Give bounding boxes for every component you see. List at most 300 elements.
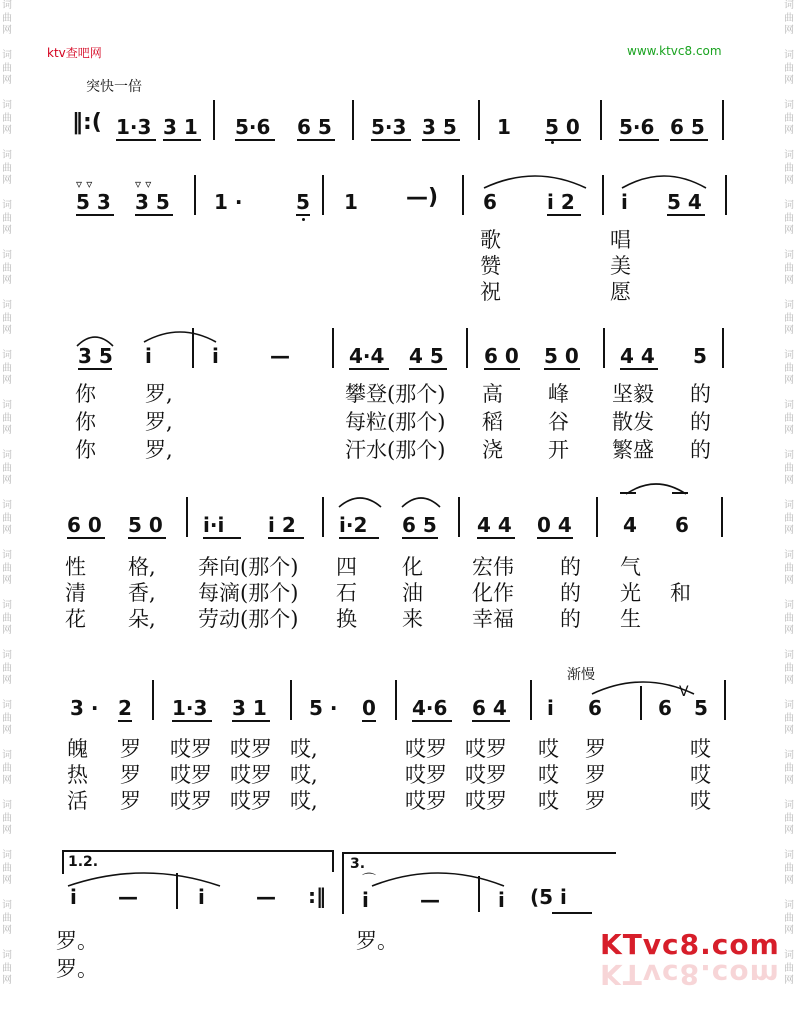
lyric: 罗	[120, 763, 141, 787]
note-group: 1·3	[116, 115, 152, 139]
side-watermark-char: 词	[784, 0, 794, 11]
lyric: 换	[336, 607, 357, 631]
underline	[128, 537, 166, 539]
lyric: 哎罗	[465, 789, 507, 813]
side-watermark-char: 曲	[784, 562, 794, 574]
side-watermark-char: 词	[784, 850, 794, 861]
barline	[600, 100, 602, 140]
underline	[547, 214, 581, 216]
underline	[163, 139, 201, 141]
side-watermark-char: 词	[784, 750, 794, 761]
side-watermark-char: 曲	[784, 812, 794, 824]
lyric: 四	[336, 555, 357, 579]
side-watermark-gap	[2, 788, 16, 801]
underline	[477, 537, 515, 539]
lyric: 每粒(那个)	[345, 410, 446, 434]
repeat-start: ‖:(	[72, 110, 102, 135]
note: 1	[497, 115, 511, 139]
side-watermark-char: 词	[2, 750, 12, 761]
lyric: 的	[560, 555, 581, 579]
side-watermark-gap	[2, 688, 16, 701]
lyric: 朵,	[128, 607, 156, 631]
underline	[78, 368, 112, 370]
side-watermark-char: 网	[2, 675, 12, 686]
accent-marks: ▿ ▿	[76, 177, 93, 191]
watermark-left: ktv查吧网	[47, 46, 102, 60]
note: 6	[588, 696, 602, 720]
lyric: 化作	[472, 581, 514, 605]
lyric: 哎罗	[405, 737, 447, 761]
note-group: 6 5	[402, 513, 437, 537]
underline	[76, 214, 114, 216]
note: i	[498, 888, 505, 912]
lyric: 魄	[67, 737, 88, 761]
side-watermark-char: 词	[2, 250, 12, 261]
side-watermark-char: 词	[784, 600, 794, 611]
lyric: 格,	[128, 555, 156, 579]
side-watermark-char: 网	[2, 575, 12, 586]
lyric: 的	[560, 607, 581, 631]
lyric: 哎罗	[230, 763, 272, 787]
low-octave-dot	[302, 218, 305, 221]
side-watermark-char: 曲	[2, 962, 12, 974]
barline	[466, 328, 468, 368]
underline	[349, 368, 389, 370]
note: 1	[344, 190, 358, 214]
side-watermark-char: 网	[784, 225, 794, 236]
note: i	[547, 696, 554, 720]
note-group: 4 5	[409, 344, 444, 368]
side-watermark-char: 曲	[784, 412, 794, 424]
lyric: 哎罗	[230, 789, 272, 813]
note-group: 6 5	[297, 115, 332, 139]
barline	[458, 497, 460, 537]
underline	[296, 214, 310, 216]
side-watermark-char: 词	[784, 800, 794, 811]
underline	[537, 537, 573, 539]
underline	[371, 139, 411, 141]
side-watermark-char: 词	[2, 650, 12, 661]
side-watermark-char: 词	[784, 700, 794, 711]
lyric: 罗	[120, 737, 141, 761]
side-watermark-char: 词	[2, 50, 12, 61]
side-watermark-gap	[2, 938, 16, 951]
lyric: 化	[402, 555, 423, 579]
lyric: 石	[336, 581, 357, 605]
lyric: 罗,	[145, 438, 173, 462]
note: 3 ·	[70, 696, 99, 720]
volta-label-1: 1.2.	[68, 854, 99, 870]
side-watermark-char: 曲	[2, 462, 12, 474]
side-watermark-char: 词	[2, 600, 12, 611]
lyric: 哎罗	[230, 737, 272, 761]
side-watermark-char: 网	[2, 725, 12, 736]
side-watermark-char: 网	[784, 425, 794, 436]
note-group: 1·3	[172, 696, 208, 720]
barline	[322, 175, 324, 215]
side-watermark-gap	[2, 838, 16, 851]
lyric: 攀登(那个)	[345, 382, 446, 406]
side-watermark-char: 曲	[2, 912, 12, 924]
side-watermark-gap	[784, 338, 798, 351]
side-watermark-gap	[784, 788, 798, 801]
lyric: 哎	[538, 763, 559, 787]
side-watermark-char: 网	[2, 25, 12, 36]
underline	[670, 139, 708, 141]
lyric: 赞	[480, 254, 501, 278]
barline	[192, 328, 194, 368]
side-watermark-char: 词	[2, 950, 12, 961]
side-watermark-gap	[784, 188, 798, 201]
side-watermark-char: 网	[2, 475, 12, 486]
note-group: 5 4	[667, 190, 702, 214]
side-watermark-char: 网	[2, 175, 12, 186]
side-watermark-gap	[2, 438, 16, 451]
note-group: 5·6	[235, 115, 271, 139]
underline	[484, 368, 520, 370]
tie	[140, 326, 220, 344]
side-watermark-char: 曲	[784, 462, 794, 474]
lyric: 罗	[585, 737, 606, 761]
note-group: i·2	[339, 513, 368, 537]
side-watermark-char: 词	[784, 500, 794, 511]
side-watermark-char: 网	[784, 575, 794, 586]
side-watermark-char: 网	[2, 875, 12, 886]
side-watermark-gap	[2, 88, 16, 101]
underline	[116, 139, 156, 141]
note-group: 5 0	[544, 344, 579, 368]
note-group: 6 0	[484, 344, 519, 368]
side-watermark-char: 曲	[784, 112, 794, 124]
note: 5 ·	[309, 696, 338, 720]
lyric: 高	[482, 382, 503, 406]
side-watermark-gap	[784, 938, 798, 951]
note-group: (5 i	[530, 885, 567, 909]
side-watermark-char: 词	[2, 850, 12, 861]
barline	[194, 175, 196, 215]
lyric: 峰	[548, 382, 569, 406]
note-group: 3 5	[78, 344, 113, 368]
note-group: 5 0	[128, 513, 163, 537]
side-watermark-gap	[2, 238, 16, 251]
side-watermark-char: 网	[2, 825, 12, 836]
note: i	[362, 888, 369, 912]
lyric: 你	[75, 410, 96, 434]
side-watermark-char: 网	[2, 525, 12, 536]
side-watermark-char: 词	[2, 400, 12, 411]
dash: —	[420, 888, 440, 912]
slur	[622, 478, 690, 496]
underline	[544, 368, 580, 370]
side-watermark-gap	[2, 338, 16, 351]
side-watermark-char: 词	[2, 350, 12, 361]
underline	[667, 214, 705, 216]
lyric: 性	[65, 555, 86, 579]
barline	[724, 680, 726, 720]
lyric: 汗水(那个)	[345, 438, 446, 462]
side-watermark-char: 词	[2, 500, 12, 511]
slur	[399, 493, 443, 509]
underline	[619, 139, 659, 141]
side-watermark-gap	[784, 888, 798, 901]
side-watermark-gap	[2, 638, 16, 651]
barline	[478, 876, 480, 912]
side-watermark-gap	[2, 488, 16, 501]
barline	[462, 175, 464, 215]
side-watermark-char: 词	[784, 400, 794, 411]
barline	[596, 497, 598, 537]
lyric: 谷	[548, 410, 569, 434]
side-watermark-char: 曲	[784, 612, 794, 624]
side-watermark-char: 网	[2, 225, 12, 236]
barline	[290, 680, 292, 720]
side-watermark-gap	[2, 888, 16, 901]
low-octave-dot	[551, 141, 554, 144]
lyric: 浇	[482, 438, 503, 462]
side-watermark-char: 曲	[784, 12, 794, 24]
side-watermark-char: 网	[784, 925, 794, 936]
side-watermark-char: 词	[784, 550, 794, 561]
barline	[530, 680, 532, 720]
lyric: 幸福	[472, 607, 514, 631]
side-watermark-gap	[784, 538, 798, 551]
note: 5	[296, 190, 310, 214]
side-watermark-char: 网	[784, 525, 794, 536]
side-watermark-char: 词	[2, 450, 12, 461]
side-watermark-char: 网	[2, 325, 12, 336]
side-watermark-char: 曲	[2, 412, 12, 424]
side-watermark-char: 词	[2, 550, 12, 561]
lyric: 哎,	[290, 737, 318, 761]
side-watermark-gap	[784, 738, 798, 751]
lyric: 香,	[128, 581, 156, 605]
slur	[480, 170, 590, 190]
side-watermark-char: 词	[784, 300, 794, 311]
underline	[545, 139, 581, 141]
side-watermark-char: 网	[784, 625, 794, 636]
side-watermark-char: 曲	[2, 812, 12, 824]
side-watermark-char: 词	[784, 950, 794, 961]
side-watermark-char: 曲	[784, 362, 794, 374]
lyric: 清	[65, 581, 86, 605]
side-watermark-char: 词	[784, 450, 794, 461]
side-watermark-char: 曲	[784, 162, 794, 174]
side-watermark-char: 网	[2, 375, 12, 386]
side-watermark-char: 词	[784, 50, 794, 61]
side-watermark-char: 词	[2, 100, 12, 111]
lyric: 哎	[538, 789, 559, 813]
note: 2	[118, 696, 132, 720]
side-watermark-char: 曲	[2, 62, 12, 74]
side-watermark-char: 网	[784, 25, 794, 36]
breath-mark: V	[679, 684, 689, 700]
side-watermark-char: 曲	[2, 662, 12, 674]
note-group: i 2	[547, 190, 575, 214]
lyric: 来	[402, 607, 423, 631]
side-watermark-gap	[784, 388, 798, 401]
lyric: 开	[548, 438, 569, 462]
side-watermark-char: 网	[2, 275, 12, 286]
side-watermark-char: 网	[784, 475, 794, 486]
side-watermark-char: 曲	[784, 312, 794, 324]
lyric: 哎罗	[170, 789, 212, 813]
note: i	[621, 190, 628, 214]
lyric: 哎罗	[170, 737, 212, 761]
side-watermark-char: 网	[784, 875, 794, 886]
underline	[409, 368, 447, 370]
side-watermark-char: 网	[784, 375, 794, 386]
side-watermark-char: 词	[2, 700, 12, 711]
dash: —	[118, 885, 138, 909]
note-group: 5 0	[545, 115, 580, 139]
side-watermark-char: 曲	[784, 662, 794, 674]
lyric: 油	[402, 581, 423, 605]
side-watermark-char: 曲	[2, 262, 12, 274]
barline	[322, 497, 324, 537]
note-group: 6 4	[472, 696, 507, 720]
underline	[297, 139, 335, 141]
lyric: 的	[690, 410, 711, 434]
side-watermark-char: 词	[2, 200, 12, 211]
note-group: 4 4	[477, 513, 512, 537]
volta-end	[332, 850, 334, 872]
side-watermark-gap	[784, 288, 798, 301]
logo-reflection: KTvc8.com	[600, 958, 780, 991]
underline	[422, 139, 460, 141]
lyric: 活	[67, 789, 88, 813]
side-watermark-char: 网	[2, 975, 12, 986]
lyric: 光	[620, 581, 641, 605]
lyric: 的	[690, 382, 711, 406]
note-group: 3 1	[163, 115, 198, 139]
note: i	[70, 885, 77, 909]
accent-marks: ▿ ▿	[135, 177, 152, 191]
side-watermark-gap	[784, 38, 798, 51]
note-group: i 2	[268, 513, 296, 537]
note-group: 6 5	[670, 115, 705, 139]
barline	[603, 328, 605, 368]
note-group: 5·6	[619, 115, 655, 139]
side-watermark-char: 词	[784, 200, 794, 211]
side-watermark-gap	[2, 988, 16, 1001]
side-watermark-char: 曲	[2, 112, 12, 124]
repeat-end: :‖	[308, 884, 326, 908]
side-watermark-char: 网	[784, 275, 794, 286]
slur	[336, 493, 384, 509]
side-watermark-char: 网	[784, 675, 794, 686]
lyric: 宏伟	[472, 555, 514, 579]
side-watermark-gap	[784, 438, 798, 451]
note-group: 4 4	[620, 344, 655, 368]
note: 6	[675, 513, 689, 537]
side-watermark-char: 词	[2, 150, 12, 161]
lyric: 罗。	[356, 929, 398, 953]
side-watermark-gap	[2, 588, 16, 601]
note: 1 ·	[214, 190, 243, 214]
lyric: 坚毅	[612, 382, 654, 406]
underline	[620, 368, 658, 370]
side-watermark-char: 曲	[784, 512, 794, 524]
side-watermark-char: 曲	[784, 62, 794, 74]
side-watermark-gap	[784, 688, 798, 701]
underline	[203, 537, 241, 539]
lyric: 哎罗	[465, 763, 507, 787]
side-watermark-char: 曲	[784, 912, 794, 924]
side-watermark-char: 曲	[2, 512, 12, 524]
lyric: 散发	[612, 410, 654, 434]
lyric: 你	[75, 382, 96, 406]
tie	[368, 866, 508, 888]
tempo-mark: 突快一倍	[86, 79, 142, 95]
barline	[478, 100, 480, 140]
note-group: 4·4	[349, 344, 385, 368]
side-watermark-char: 网	[784, 75, 794, 86]
lyric: 祝	[480, 280, 501, 304]
side-watermark-char: 曲	[784, 762, 794, 774]
side-watermark-char: 词	[784, 350, 794, 361]
side-watermark-char: 曲	[784, 962, 794, 974]
lyric: 哎	[690, 789, 711, 813]
side-watermark-char: 词	[2, 800, 12, 811]
underline	[552, 912, 592, 914]
lyric: 劳动(那个)	[198, 607, 299, 631]
underline	[235, 139, 275, 141]
underline	[232, 720, 270, 722]
side-watermark-gap	[784, 838, 798, 851]
side-watermark-gap	[784, 588, 798, 601]
side-watermark-gap	[784, 988, 798, 1001]
volta-label-2: 3.	[350, 856, 366, 872]
underline	[268, 537, 304, 539]
dash: —	[256, 885, 276, 909]
lyric: 歌	[480, 228, 501, 252]
lyric: 罗。	[56, 957, 98, 981]
barline	[602, 175, 604, 215]
watermark-right: www.ktvc8.com	[627, 44, 722, 58]
lyric: 哎罗	[405, 789, 447, 813]
note: 5	[693, 344, 707, 368]
barline	[725, 175, 727, 215]
note-group: 0 4	[537, 513, 572, 537]
side-watermark-char: 曲	[784, 862, 794, 874]
lyric: 的	[690, 438, 711, 462]
lyric: 罗	[585, 789, 606, 813]
side-watermark-gap	[2, 138, 16, 151]
lyric: 美	[610, 254, 631, 278]
barline	[186, 497, 188, 537]
side-watermark-gap	[2, 288, 16, 301]
side-watermark-char: 曲	[2, 612, 12, 624]
side-watermark-char: 曲	[2, 212, 12, 224]
lyric: 热	[67, 763, 88, 787]
lyric: 哎	[690, 763, 711, 787]
side-watermark-char: 词	[2, 300, 12, 311]
side-watermark-char: 曲	[2, 712, 12, 724]
lyric: 罗,	[145, 410, 173, 434]
lyric: 气	[620, 555, 641, 579]
note: 5	[694, 696, 708, 720]
side-watermark-char: 词	[2, 900, 12, 911]
side-watermark-char: 网	[784, 175, 794, 186]
side-watermark-char: 曲	[784, 212, 794, 224]
side-watermark-gap	[784, 238, 798, 251]
lyric: 生	[620, 607, 641, 631]
note-group: i·i	[203, 513, 225, 537]
side-watermark-gap	[2, 738, 16, 751]
side-watermark-char: 词	[784, 650, 794, 661]
logo-text: KTvc8.com	[600, 928, 780, 961]
side-watermark-left	[2, 0, 16, 1028]
